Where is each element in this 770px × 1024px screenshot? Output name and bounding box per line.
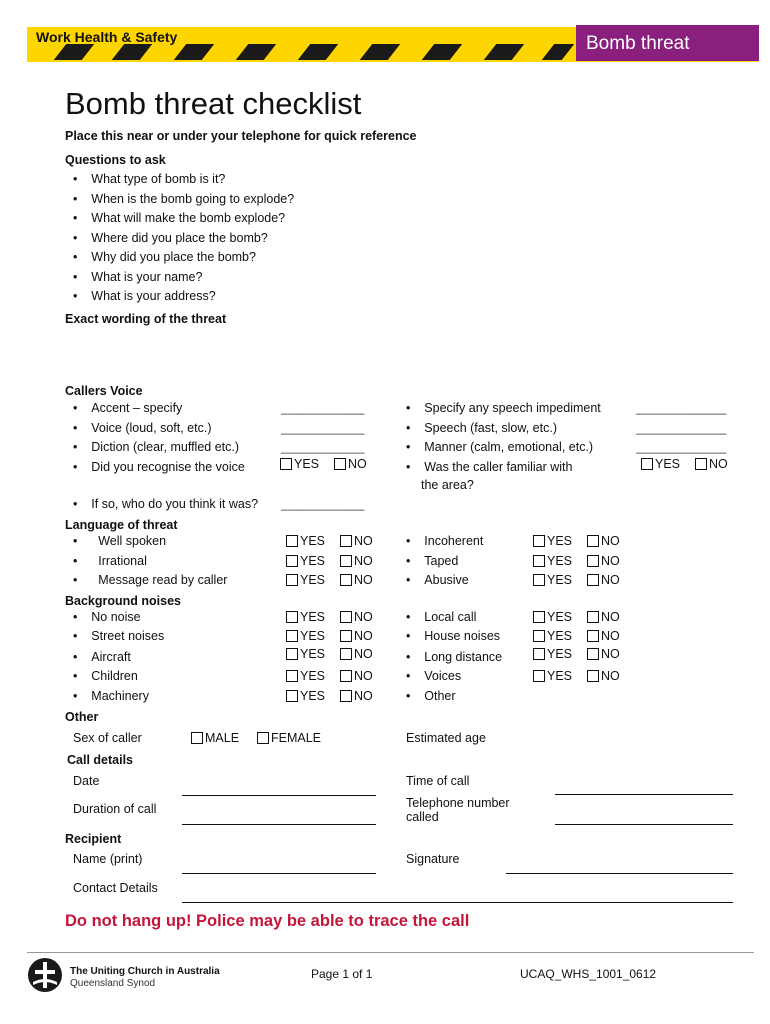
voice-item: • Specify any speech impediment — [406, 401, 601, 415]
org-name: The Uniting Church in Australia — [70, 966, 220, 977]
no-checkbox[interactable]: NO — [340, 610, 373, 624]
phone-label: Telephone number — [406, 796, 510, 810]
voice-item: • Manner (calm, emotional, etc.) — [406, 440, 594, 454]
org-subname: Queensland Synod — [70, 978, 156, 989]
language-heading: Language of threat — [65, 518, 178, 532]
contact-label: Contact Details — [73, 881, 158, 895]
yes-checkbox[interactable]: YES — [533, 573, 572, 587]
signature-field[interactable] — [506, 873, 733, 874]
answer-blank[interactable]: ____________ — [281, 440, 365, 454]
page-number: Page 1 of 1 — [311, 967, 373, 981]
answer-blank[interactable]: ____________ — [281, 497, 365, 511]
name-label: Name (print) — [73, 852, 143, 866]
duration-field[interactable] — [182, 824, 376, 825]
noise-item: • Long distance — [406, 650, 503, 664]
yes-checkbox[interactable]: YES — [286, 610, 325, 624]
phone-field[interactable] — [555, 824, 733, 825]
noise-item: • Children — [73, 669, 138, 683]
yes-checkbox[interactable]: YES — [286, 647, 325, 661]
question-item: • What is your address? — [73, 289, 216, 303]
voice-item: • Was the caller familiar with — [406, 460, 573, 474]
voice-item: • Did you recognise the voice — [73, 460, 245, 474]
answer-blank[interactable]: _____________ — [636, 440, 727, 454]
category-tab: Bomb threat — [576, 25, 759, 61]
no-checkbox[interactable]: NO — [340, 629, 373, 643]
duration-label: Duration of call — [73, 802, 157, 816]
brand-title: Work Health & Safety — [36, 29, 178, 45]
yes-checkbox[interactable]: YES — [533, 610, 572, 624]
question-item: • What will make the bomb explode? — [73, 211, 286, 225]
yes-checkbox[interactable]: YES — [533, 554, 572, 568]
no-checkbox[interactable]: NO — [340, 554, 373, 568]
no-checkbox[interactable]: NO — [340, 573, 373, 587]
yes-checkbox[interactable]: YES — [286, 629, 325, 643]
noise-item: • Voices — [406, 669, 462, 683]
voice-item-continued: the area? — [421, 478, 474, 492]
noise-item: • Machinery — [73, 689, 149, 703]
noise-item: • Street noises — [73, 629, 165, 643]
callers-voice-heading: Callers Voice — [65, 384, 143, 398]
voice-item: • Speech (fast, slow, etc.) — [406, 421, 557, 435]
yes-checkbox[interactable]: YES — [286, 534, 325, 548]
familiar-yes-checkbox[interactable]: YES — [641, 457, 680, 471]
yes-checkbox[interactable]: YES — [286, 689, 325, 703]
time-label: Time of call — [406, 774, 470, 788]
question-item: • Why did you place the bomb? — [73, 250, 256, 264]
time-field[interactable] — [555, 794, 733, 795]
age-label: Estimated age — [406, 731, 486, 745]
answer-blank[interactable]: ____________ — [281, 421, 365, 435]
answer-blank[interactable]: _____________ — [636, 421, 727, 435]
exact-wording-heading: Exact wording of the threat — [65, 312, 227, 326]
no-checkbox[interactable]: NO — [587, 554, 620, 568]
no-checkbox[interactable]: NO — [340, 689, 373, 703]
answer-blank[interactable]: _____________ — [636, 401, 727, 415]
no-checkbox[interactable]: NO — [587, 647, 620, 661]
language-item: • Taped — [406, 554, 459, 568]
question-item: • What is your name? — [73, 270, 203, 284]
sex-label: Sex of caller — [73, 731, 142, 745]
language-item: • Well spoken — [73, 534, 167, 548]
voice-item: • If so, who do you think it was? — [73, 497, 259, 511]
answer-blank[interactable]: ____________ — [281, 401, 365, 415]
question-item: • Where did you place the bomb? — [73, 231, 268, 245]
language-item: • Irrational — [73, 554, 147, 568]
warning-message: Do not hang up! Police may be able to trace the call — [65, 912, 470, 930]
yes-checkbox[interactable]: YES — [533, 647, 572, 661]
male-checkbox[interactable]: MALE — [191, 731, 239, 745]
yes-checkbox[interactable]: YES — [286, 669, 325, 683]
subtitle: Place this near or under your telephone for quick reference — [65, 129, 417, 143]
no-checkbox[interactable]: NO — [587, 610, 620, 624]
no-checkbox[interactable]: NO — [587, 669, 620, 683]
voice-item: • Voice (loud, soft, etc.) — [73, 421, 212, 435]
question-item: • What type of bomb is it? — [73, 172, 226, 186]
yes-checkbox[interactable]: YES — [533, 534, 572, 548]
no-checkbox[interactable]: NO — [340, 534, 373, 548]
language-item: • Message read by caller — [73, 573, 228, 587]
signature-label: Signature — [406, 852, 460, 866]
no-checkbox[interactable]: NO — [340, 647, 373, 661]
no-checkbox[interactable]: NO — [587, 573, 620, 587]
questions-heading: Questions to ask — [65, 153, 166, 167]
recipient-heading: Recipient — [65, 832, 122, 846]
yes-checkbox[interactable]: YES — [533, 669, 572, 683]
recognise-yes-checkbox[interactable]: YES — [280, 457, 319, 471]
document-code: UCAQ_WHS_1001_0612 — [520, 967, 657, 981]
no-checkbox[interactable]: NO — [340, 669, 373, 683]
phone-label-line2: called — [406, 810, 439, 824]
other-heading: Other — [65, 710, 99, 724]
page-title: Bomb threat checklist — [65, 86, 362, 121]
footer-divider — [27, 952, 754, 953]
noise-item: • Aircraft — [73, 650, 131, 664]
uniting-church-logo-icon — [28, 958, 62, 992]
call-details-heading: Call details — [67, 753, 133, 767]
female-checkbox[interactable]: FEMALE — [257, 731, 321, 745]
yes-checkbox[interactable]: YES — [533, 629, 572, 643]
noise-item: • Other — [406, 689, 456, 703]
date-field[interactable] — [182, 795, 376, 796]
voice-item: • Diction (clear, muffled etc.) — [73, 440, 240, 454]
question-item: • When is the bomb going to explode? — [73, 192, 295, 206]
name-field[interactable] — [182, 873, 376, 874]
voice-item: • Accent – specify — [73, 401, 183, 415]
language-item: • Abusive — [406, 573, 469, 587]
contact-field[interactable] — [182, 902, 733, 903]
noise-item: • House noises — [406, 629, 501, 643]
background-heading: Background noises — [65, 594, 181, 608]
familiar-no-checkbox[interactable]: NO — [695, 457, 728, 471]
noise-item: • No noise — [73, 610, 141, 624]
recognise-no-checkbox[interactable]: NO — [334, 457, 367, 471]
no-checkbox[interactable]: NO — [587, 534, 620, 548]
noise-item: • Local call — [406, 610, 477, 624]
yes-checkbox[interactable]: YES — [286, 573, 325, 587]
no-checkbox[interactable]: NO — [587, 629, 620, 643]
yes-checkbox[interactable]: YES — [286, 554, 325, 568]
date-label: Date — [73, 774, 100, 788]
language-item: • Incoherent — [406, 534, 484, 548]
